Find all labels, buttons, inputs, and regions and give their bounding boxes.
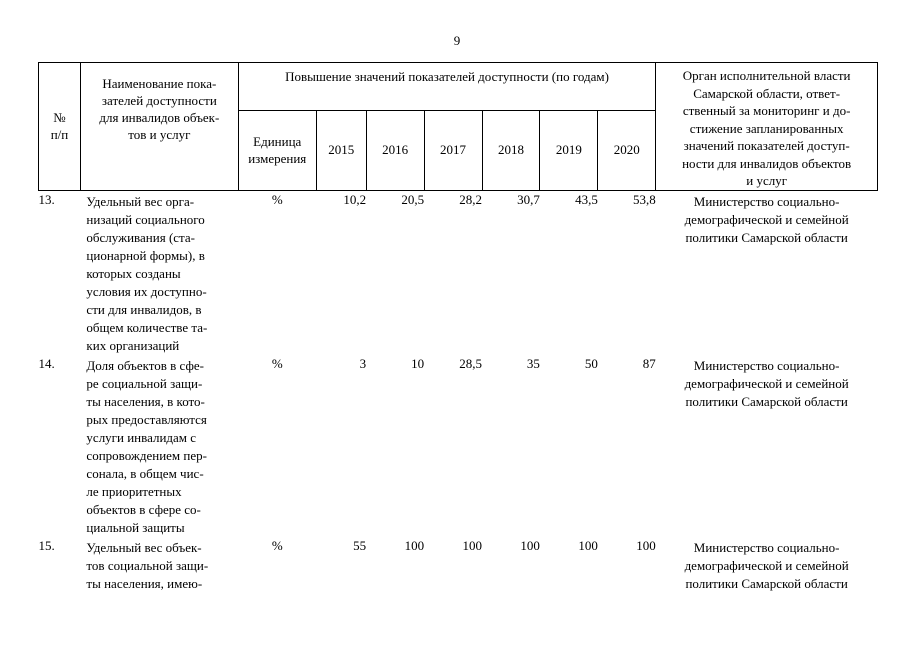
header-no: № п/п [39, 63, 81, 191]
row-value-2015: 10,2 [343, 191, 367, 207]
row-value-2019: 100 [578, 537, 598, 553]
header-year-2015: 2015 [316, 111, 366, 190]
accessibility-indicators-table [38, 62, 878, 668]
header-year-2018: 2018 [482, 111, 540, 190]
header-year-2016: 2016 [366, 111, 424, 190]
row-value-2018: 100 [520, 537, 540, 553]
row-number: 14. [38, 355, 55, 371]
row-number: 15. [38, 537, 55, 553]
row-org: Министерство социально- демографической и семейной политики Самарской области [684, 539, 849, 591]
page-number: 9 [453, 33, 461, 48]
header-years-group: Повышение значений показателей доступности (по годам) [238, 63, 655, 111]
row-unit: % [271, 355, 283, 371]
row-value-2018: 30,7 [517, 191, 540, 207]
row-value-2015: 55 [353, 537, 367, 553]
table-row [39, 537, 878, 668]
row-number: 13. [38, 191, 55, 207]
table-row [39, 355, 878, 537]
header-year-2019: 2019 [540, 111, 598, 190]
row-value-2020: 100 [636, 537, 656, 553]
header-name: Наименование пока- зателей доступности для инвалидов объек- тов и услуг [80, 63, 238, 191]
row-org: Министерство социально- демографической и семейной политики Самарской области [684, 357, 849, 409]
row-value-2018: 35 [526, 355, 540, 371]
row-value-2017: 28,5 [459, 355, 482, 371]
row-value-2015: 3 [359, 355, 367, 371]
row-value-2016: 20,5 [401, 191, 425, 207]
row-org: Министерство социально- демографической и семейной политики Самарской области [684, 193, 849, 245]
row-name: Доля объектов в сфе- ре социальной защи- ты населения, в кото- рых предоставляются услуги инвалидам с сопровождением пер- сонала, в общем чис- ле приоритетных объектов в сфере со- циальной защиты [86, 357, 207, 535]
row-unit: % [271, 191, 283, 207]
row-value-2020: 53,8 [633, 191, 656, 207]
row-name: Удельный вес орга- низаций социального обслуживания (ста- ционарной формы), в которых созданы условия их доступно- сти для инвалидов, в общем количестве та- ких организаций [86, 193, 208, 353]
header-org: Орган исполнительной власти Самарской области, ответ- ственный за мониторинг и до- стижение запланированных значений показателей доступ- ности для инвалидов объектов и услуг [656, 63, 878, 191]
row-value-2016: 10 [411, 355, 425, 371]
row-value-2019: 50 [584, 355, 598, 371]
table-row [39, 190, 878, 355]
row-value-2017: 28,2 [459, 191, 482, 207]
row-value-2019: 43,5 [575, 191, 598, 207]
row-value-2020: 87 [642, 355, 656, 371]
row-name: Удельный вес объек- тов социальной защи- ты населения, имею- [86, 539, 209, 591]
header-year-2017: 2017 [424, 111, 482, 190]
header-unit: Единица измерения [238, 111, 316, 190]
header-row-top [39, 63, 878, 111]
row-unit: % [271, 537, 283, 553]
row-value-2016: 100 [404, 537, 425, 553]
header-year-2020: 2020 [598, 111, 656, 190]
row-value-2017: 100 [462, 537, 482, 553]
